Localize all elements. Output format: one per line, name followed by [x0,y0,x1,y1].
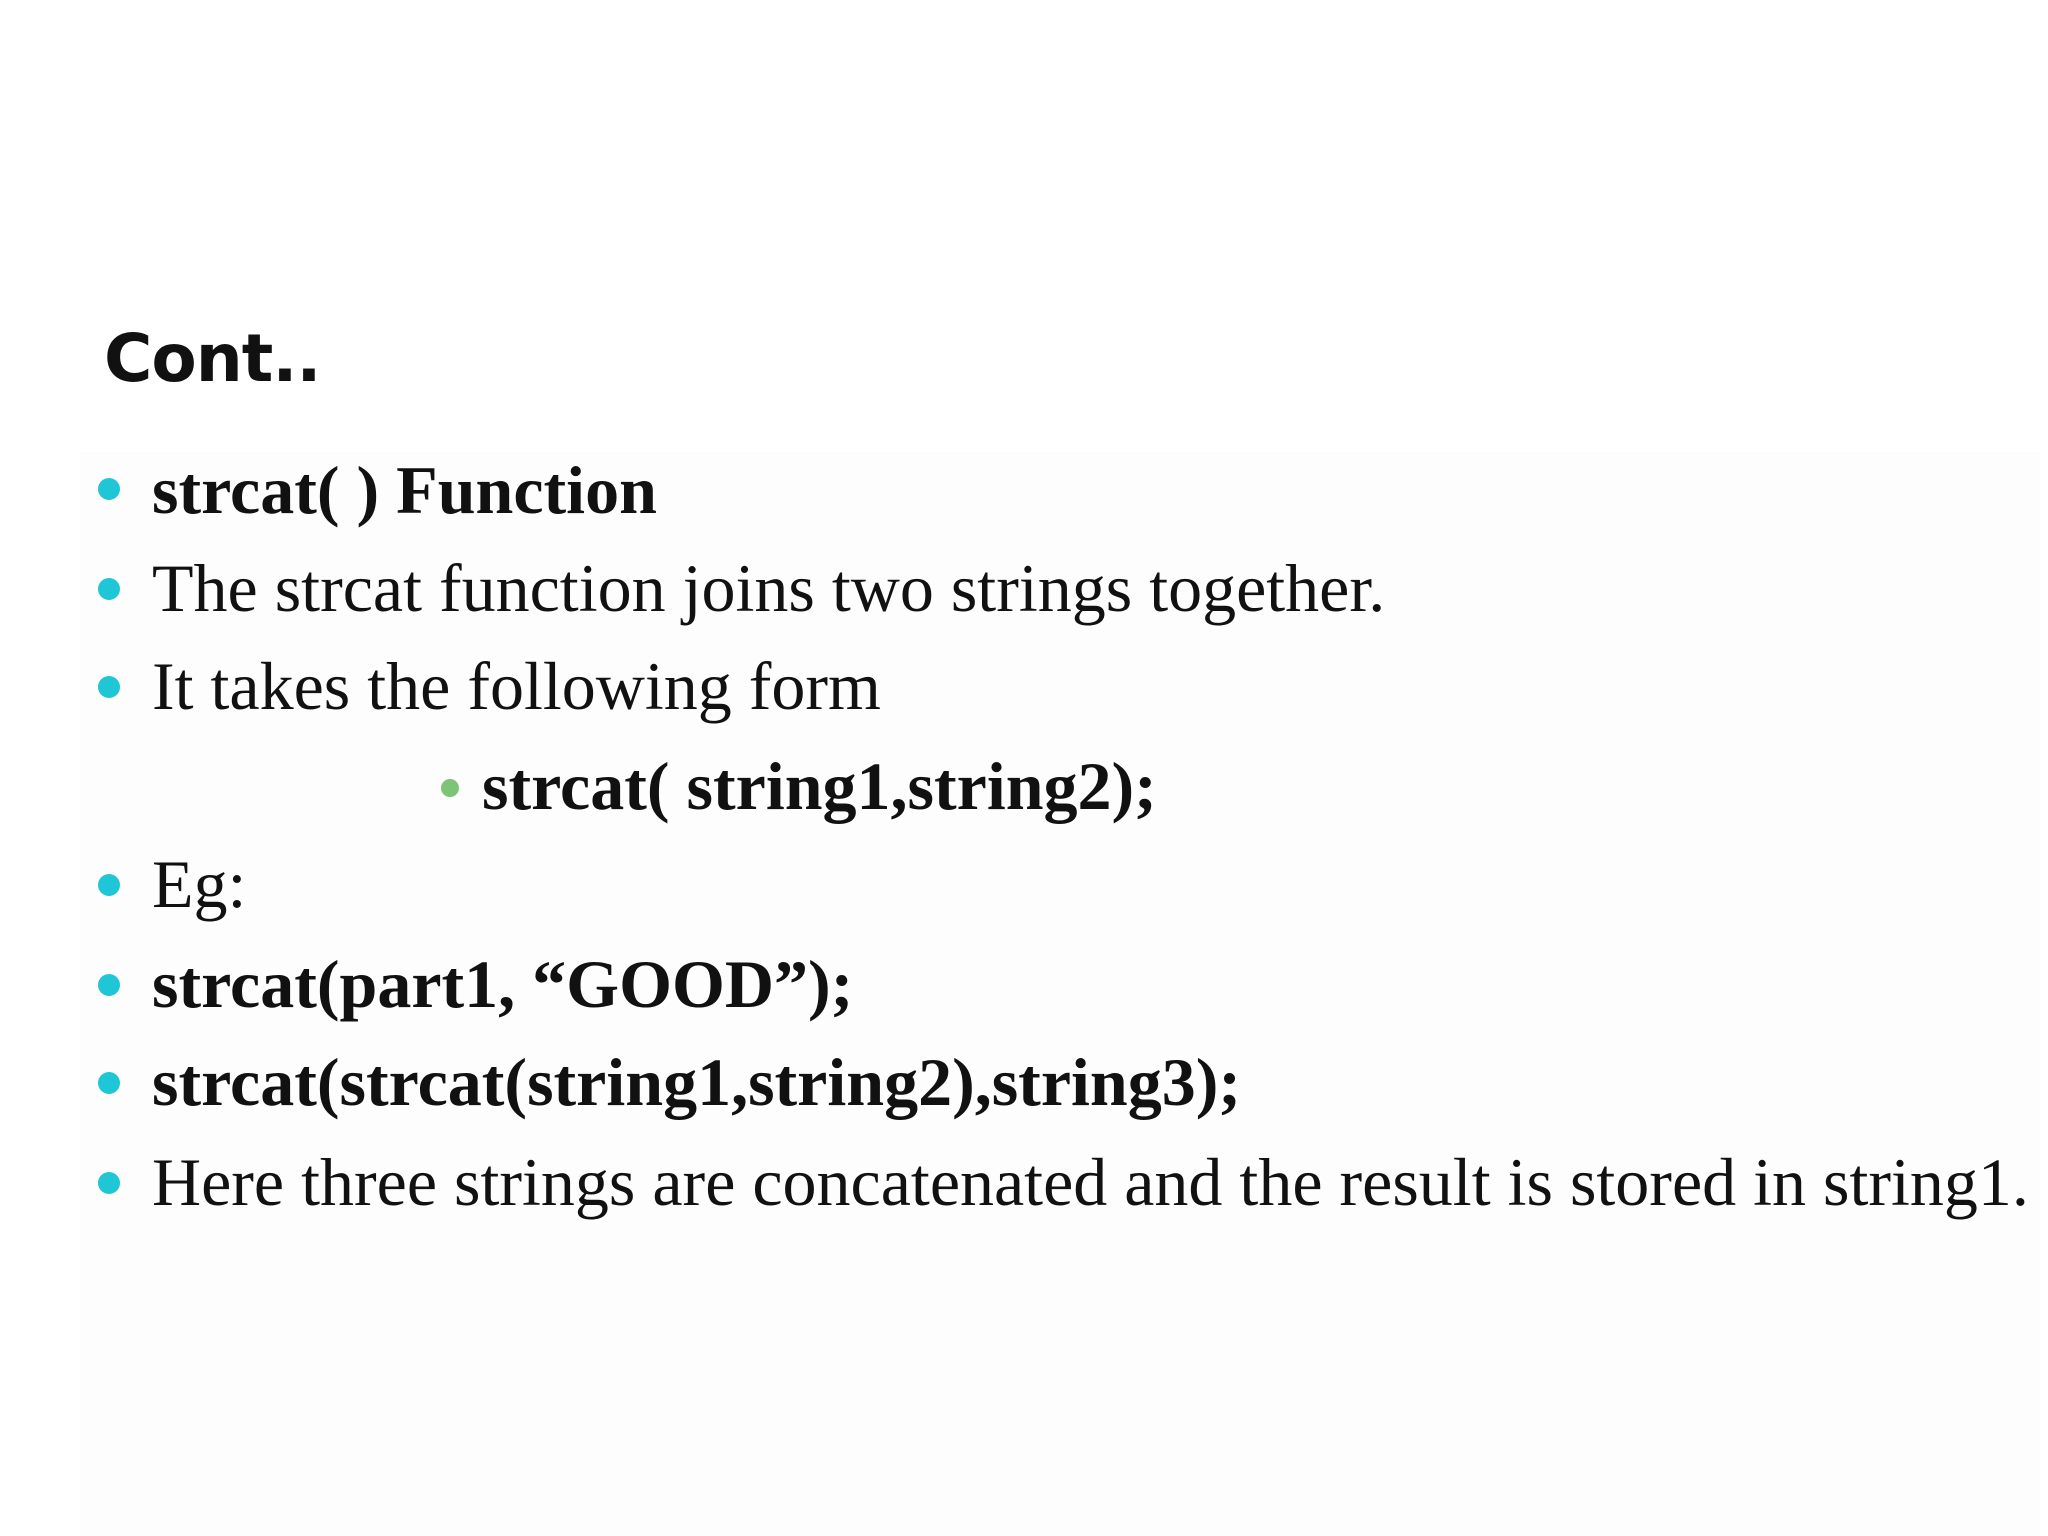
round-bullet-icon [98,1072,120,1094]
round-bullet-icon [98,974,120,996]
slide-title: Cont.. [104,320,321,397]
bullet-text: Eg: [152,846,247,922]
bullet-text: strcat(strcat(string1,string2),string3); [152,1044,1241,1120]
bullet-text: The strcat function joins two strings together. [152,550,1386,626]
small-round-bullet-icon [441,779,459,797]
bullet-text: strcat( ) Function [152,452,657,528]
round-bullet-icon [98,1172,120,1194]
bullet-text: Here three strings are concatenated and the result is stored in string1. [152,1144,2029,1220]
bullet-text: It takes the following form [152,648,881,724]
round-bullet-icon [98,578,120,600]
bullet-text: strcat(part1, “GOOD”); [152,946,854,1022]
bullet-text: strcat( string1,string2); [482,748,1157,824]
round-bullet-icon [98,676,120,698]
round-bullet-icon [98,874,120,896]
round-bullet-icon [98,478,120,500]
